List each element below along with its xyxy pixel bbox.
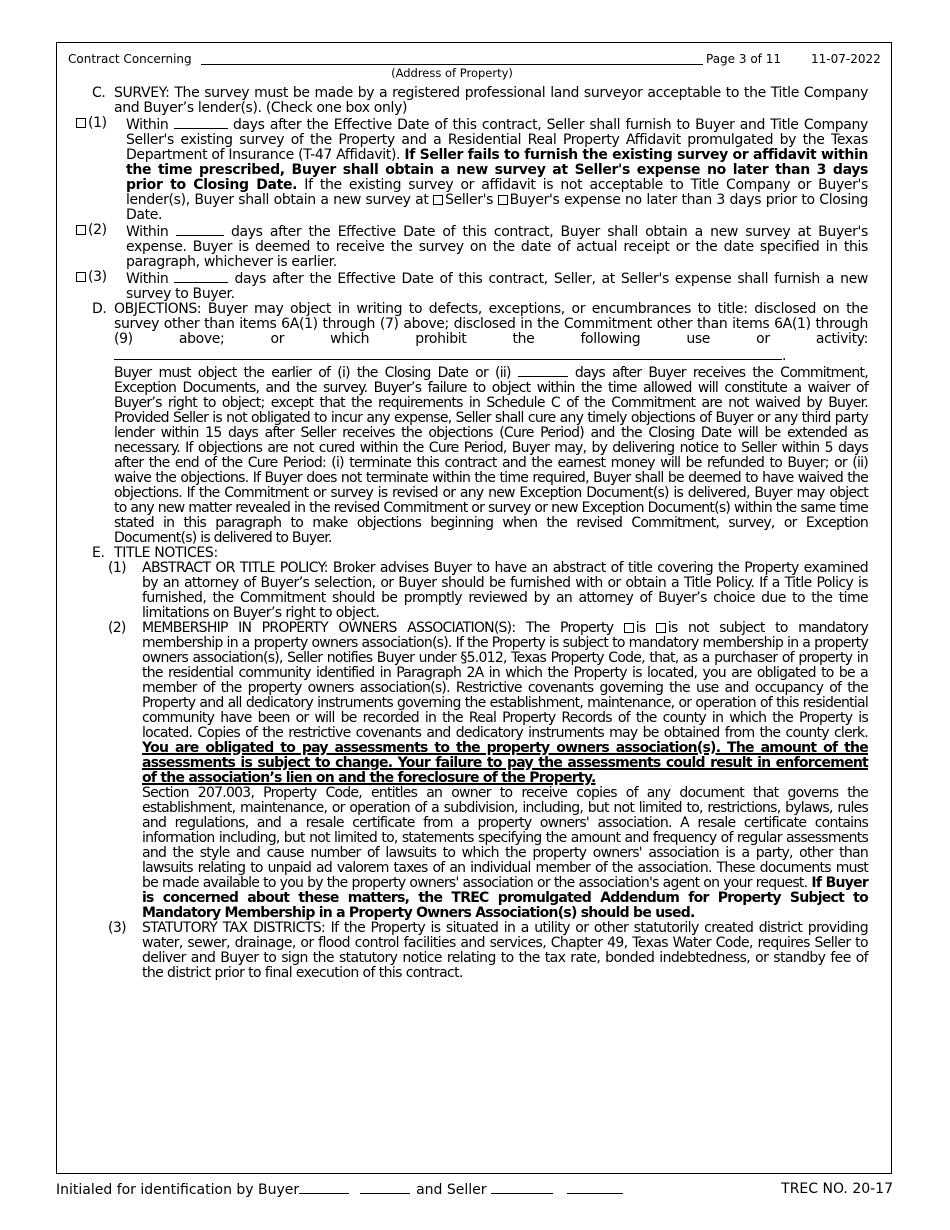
seller-initials-2[interactable] <box>567 1181 623 1194</box>
title-notices-section <box>92 546 868 561</box>
survey-label: C. <box>92 85 106 101</box>
contract-body <box>88 85 869 981</box>
poa-is-checkbox[interactable] <box>624 623 634 633</box>
footer-initials <box>56 1181 623 1198</box>
objections-intro: OBJECTIONS: Buyer may object in writing to defects, exceptions, or encumbrances to title: disclosed on the survey other than items 6A(1) through (7) above; disclosed in the Commitment other than items 6A(1) through (9) above; or which prohibit the following use or activity: <box>114 301 868 347</box>
form-date: 11-07-2022 <box>811 52 881 66</box>
title-notice-1-label: (1) <box>108 560 127 576</box>
title-notice-1 <box>92 561 868 621</box>
survey-option-3-label: (3) <box>88 269 107 285</box>
title-notice-3 <box>92 921 868 981</box>
survey-option-1-bold: If Seller fails to furnish the existing survey or affidavit within the time prescribed, Buyer shall obtain a new survey at Seller's expense no later than 3 days prior to Closing Date. <box>126 147 869 193</box>
survey-option-1-text-d: Buyer's expense no later than 3 days prior to Closing Date. <box>126 192 869 223</box>
title-notice-3-text: STATUTORY TAX DISTRICTS: If the Property is situated in a utility or other statutorily created district providing water, sewer, drainage, or flood control facilities and services, Chapter 49, Texas Water Code, requires Seller to deliver and Buyer to sign the statutory notice relating to the tax rate, bonded indebtedness, or standby fee of the district prior to final execution of this contract. <box>142 920 868 981</box>
poa-assessment-warning: You are obligated to pay assessments to the property owners association(s). The amount of the assessments is subject to change. Your failure to pay the assessments could result in enforcement of the association’s lien on and the foreclosure of the Property. <box>142 740 868 786</box>
address-line[interactable] <box>201 64 703 65</box>
survey-option-2 <box>76 223 868 270</box>
survey-option-2-checkbox[interactable] <box>76 225 86 235</box>
and-seller-label: and Seller <box>416 1182 487 1198</box>
survey-option-1-within: Within <box>126 117 169 133</box>
survey-option-2-within: Within <box>126 224 169 240</box>
title-notice-1-text: ABSTRACT OR TITLE POLICY: Broker advises Buyer to have an abstract of title covering the Property examined by an attorney of Buyer’s selection, or Buyer should be furnished with or obtain a Title Policy. If a Title Policy is furnished, the Commitment should be promptly reviewed by an attorney of Buyer’s choice due to the time limitations on Buyer’s right to object. <box>142 560 868 621</box>
title-notice-2-text-a: MEMBERSHIP IN PROPERTY OWNERS ASSOCIATION(S): The Property <box>142 620 614 636</box>
title-notice-3-label: (3) <box>108 920 127 936</box>
objections-body-a: Buyer must object the earlier of (i) the Closing Date or (ii) <box>114 365 511 381</box>
survey-option-2-text: days after the Effective Date of this contract, Buyer shall obtain a new survey at Buyer's expense. Buyer is deemed to receive the survey on the date of actual receipt or the date specified in this paragraph, whichever is earlier. <box>126 224 868 270</box>
page-number: Page 3 of 11 <box>706 52 781 66</box>
buyer-initials-2[interactable] <box>360 1181 410 1194</box>
trec-number: TREC NO. 20-17 <box>781 1181 893 1197</box>
seller-initials-1[interactable] <box>491 1181 553 1194</box>
survey-option-3-text: days after the Effective Date of this contract, Seller, at Seller's expense shall furnish a new survey to Buyer. <box>126 271 868 302</box>
survey-option-1-text-c: If the existing survey or affidavit is not acceptable to Title Company or Buyer's lender(s), Buyer shall obtain a new survey at <box>126 177 868 208</box>
survey-intro: SURVEY: The survey must be made by a registered professional land surveyor acceptable to the Title Company and Buyer’s lender(s). (Check one box only) <box>114 85 868 116</box>
seller-expense-checkbox[interactable] <box>433 195 443 205</box>
objections-body <box>92 364 868 546</box>
survey-option-1-days-blank[interactable] <box>174 116 228 129</box>
title-notice-2-text-c: Section 207.003, Property Code, entitles an owner to receive copies of any document that governs the establishment, maintenance, or operation of a subdivision, including, but not limited to, restrictions, bylaws, rules and regulations, and a resale certificate from a property owners' association. A resale certificate contains information including, but not limited to, statements specifying the amount and frequency of regular assessments and the style and cause number of lawsuits to which the property owners' association is a party, other than lawsuits relating to unpaid ad valorem taxes of an individual member of the association. These documents must be made available to you by the property owners' association or the association's agent on your request. <box>142 785 868 891</box>
survey-option-1 <box>76 116 868 223</box>
seller-expense-label: Seller's <box>445 192 494 208</box>
title-notice-2-bold: If Buyer is concerned about these matters, the TREC promulgated Addendum for Property Subject to Mandatory Membership in a Property Owners Association(s) should be used. <box>142 875 868 921</box>
objections-section <box>92 302 868 364</box>
survey-option-1-text: days after the Effective Date of this contract, Seller shall furnish to Buyer and Title Company Seller's existing survey of the Property and a Residential Real Property Affidavit promulgated by the Texas Department of Insurance (T-47 Affidavit). <box>126 117 868 163</box>
buyer-expense-checkbox[interactable] <box>498 195 508 205</box>
objections-period: . <box>782 348 787 364</box>
objections-label: D. <box>92 301 107 317</box>
survey-option-2-days-blank[interactable] <box>176 223 224 236</box>
buyer-initials-1[interactable] <box>299 1181 349 1194</box>
survey-section <box>92 86 868 116</box>
objections-body-b: days after Buyer receives the Commitment, Exception Documents, and the survey. Buyer’s failure to object within the time allowed will constitute a waiver of Buyer’s right to object; except that the requirements in Schedule C of the Commitment are not waived by Buyer. Provided Seller is not obligated to incur any expense, Seller shall cure any timely objections of Buyer or any third party lender within 15 days after Seller receives the objections (Cure Period) and the Closing Date will be extended as necessary. If objections are not cured within the Cure Period, Buyer may, by delivering notice to Seller within 5 days after the end of the Cure Period: (i) terminate this contract and the earnest money will be refunded to Buyer; or (ii) waive the objections. If Buyer does not terminate within the time required, Buyer shall be deemed to have waived the objections. If the Commitment or survey is revised or any new Exception Document(s) is delivered, Buyer may object to any new matter revealed in the revised Commitment or survey or new Exception Document(s) within the same time stated in this paragraph to make objections beginning when the revised Commitment, survey, or Exception Document(s) is delivered to Buyer. <box>114 365 868 546</box>
title-notice-2 <box>92 621 868 921</box>
objections-activity-blank[interactable] <box>114 347 782 360</box>
address-caption: (Address of Property) <box>391 66 513 80</box>
contract-concerning-label: Contract Concerning <box>68 52 192 66</box>
initialed-by-buyer-label: Initialed for identification by Buyer <box>56 1182 300 1198</box>
poa-is-not-checkbox[interactable] <box>656 623 666 633</box>
survey-option-1-checkbox[interactable] <box>76 118 86 128</box>
survey-option-3-days-blank[interactable] <box>174 270 228 283</box>
survey-option-3 <box>76 270 868 302</box>
survey-option-3-within: Within <box>126 271 169 287</box>
title-notice-2-label: (2) <box>108 620 126 636</box>
survey-option-3-checkbox[interactable] <box>76 272 86 282</box>
title-notices-heading: TITLE NOTICES: <box>114 545 218 561</box>
title-notices-label: E. <box>92 545 105 561</box>
survey-option-2-label: (2) <box>88 222 107 238</box>
title-notice-2-text-b: is not subject to mandatory membership in a property owners association(s). If the Property is subject to mandatory membership in a property owners association(s), Seller notifies Buyer under §5.012, Texas Property Code, that, as a purchaser of property in the residential community identified in Paragraph 2A in which the Property is located, you are obligated to be a member of the property owners association(s). Restrictive covenants governing the use and occupancy of the Property and all dedicatory instruments governing the establishment, maintenance, or operation of this residential community have been or will be recorded in the Real Property Records of the county in which the Property is located. Copies of the restrictive covenants and dedicatory instruments may be obtained from the county clerk. <box>142 620 868 741</box>
survey-option-1-label: (1) <box>88 115 107 131</box>
objections-days-blank[interactable] <box>518 364 568 377</box>
poa-is-label: is <box>635 620 646 636</box>
